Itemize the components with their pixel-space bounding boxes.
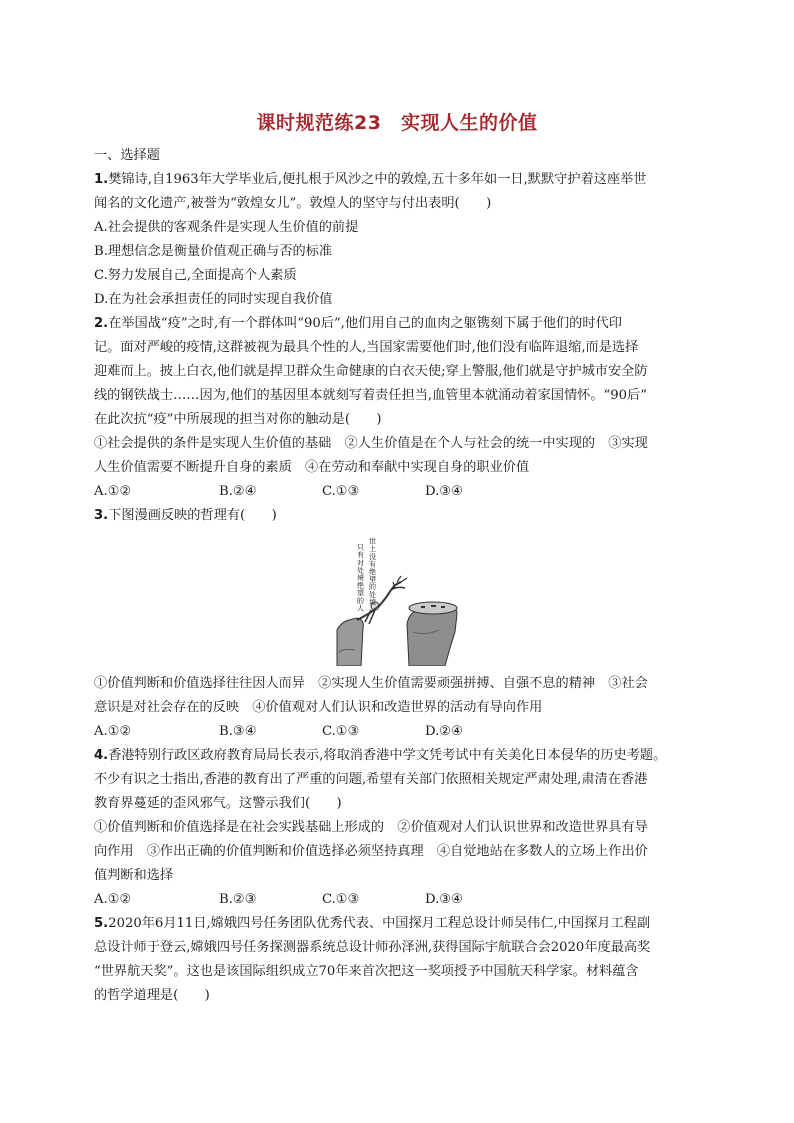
- section-heading: 一、选择题: [94, 148, 160, 163]
- q2-text-2: 记。面对严峻的疫情,这群被视为最具个性的人,当国家需要他们时,他们没有临阵退缩,而是选择: [94, 340, 639, 355]
- cartoon-caption-left: 只有对处境绝望的人: [357, 543, 364, 613]
- q3-stem: 下图漫画反映的哲理有( ): [108, 508, 277, 523]
- q5-text-4: 的哲学道理是( ): [94, 988, 210, 1003]
- q1-text-1: 樊锦诗,自1963年大学毕业后,便扎根于风沙之中的敦煌,五十多年如一日,默默守护着这座举世: [108, 172, 647, 187]
- cartoon-image: [335, 532, 460, 666]
- q4-statements-1: ①价值判断和价值选择是在社会实践基础上形成的 ②价值观对人们认识世界和改造世界具有导: [94, 820, 648, 835]
- q2-text-4: 线的钢铁战士……因为,他们的基因里本就刻写着责任担当,血管里本就涌动着家国情怀。“90后”: [94, 388, 647, 403]
- q3-number: 3.: [94, 508, 109, 523]
- q1-line-1: [94, 171, 646, 189]
- q5-text-3: “世界航天奖”。这也是该国际组织成立70年来首次把这一奖项授予中国航天科学家。材料蕴含: [94, 964, 639, 979]
- q5-text-2: 总设计师于登云,嫦娥四号任务探测器系统总设计师孙泽洲,获得国际宇航联合会2020年度最高奖: [94, 940, 651, 955]
- q4-option-b: B.②③: [219, 892, 257, 907]
- page-title: 课时规范练23 实现人生的价值: [256, 112, 538, 134]
- q5-number: 5.: [94, 916, 109, 931]
- q4-text-2: 不少有识之士指出,香港的教育出了严重的问题,希望有关部门依照相关规定严肃处理,肃清在香港: [94, 772, 648, 787]
- q4-option-d: D.③④: [425, 892, 463, 907]
- q4-option-c: C.①③: [322, 892, 360, 907]
- q4-statements-3: 值判断和选择: [94, 868, 174, 883]
- q2-option-a: A.①②: [94, 484, 132, 499]
- q1-option-d: D.在为社会承担责任的同时实现自我价值: [94, 292, 333, 307]
- q2-statements-1: ①社会提供的条件是实现人生价值的基础 ②人生价值是在个人与社会的统一中实现的 ③实现: [94, 436, 648, 451]
- cartoon-caption-right: 世上没有绝望的处境: [369, 537, 376, 607]
- q1-number: 1.: [94, 172, 109, 187]
- q2-option-d: D.③④: [425, 484, 463, 499]
- q3-statements-1: ①价值判断和价值选择往往因人而异 ②实现人生价值需要顽强拼搏、自强不息的精神 ③社会: [94, 676, 648, 691]
- q1-option-c: C.努力发展自己,全面提高个人素质: [94, 268, 297, 283]
- q3-statements-2: 意识是对社会存在的反映 ④价值观对人们认识和改造世界的活动有导向作用: [94, 700, 543, 715]
- q2-text-3: 迎难而上。披上白衣,他们就是捍卫群众生命健康的白衣天使;穿上警服,他们就是守护城市安全防: [94, 364, 648, 379]
- q5-text-1: 2020年6月11日,嫦娥四号任务团队优秀代表、中国探月工程总设计师吴伟仁,中国探月工程副: [108, 916, 651, 931]
- q5-line-1: [94, 915, 650, 933]
- q1-option-b: B.理想信念是衡量价值观正确与否的标准: [94, 244, 333, 259]
- q4-option-a: A.①②: [94, 892, 132, 907]
- q3-option-a: A.①②: [94, 724, 132, 739]
- q2-statements-2: 人生价值需要不断提升自身的素质 ④在劳动和奉献中实现自身的职业价值: [94, 460, 530, 475]
- q2-number: 2.: [94, 316, 109, 331]
- q3-option-b: B.③④: [219, 724, 257, 739]
- q2-line-1: [94, 315, 622, 333]
- q4-line-1: [94, 747, 666, 765]
- q2-option-c: C.①③: [322, 484, 360, 499]
- q1-option-a: A.社会提供的客观条件是实现人生价值的前提: [94, 220, 359, 235]
- q4-number: 4.: [94, 748, 109, 763]
- q3-line-1: [94, 507, 277, 525]
- q1-text-2: 闻名的文化遗产,被誉为“敦煌女儿”。敦煌人的坚守与付出表明( ): [94, 196, 492, 211]
- q3-option-d: D.②④: [425, 724, 463, 739]
- q4-text-1: 香港特别行政区政府教育局局长表示,将取消香港中学文凭考试中有关美化日本侵华的历史考题。: [108, 748, 667, 763]
- q2-option-b: B.②④: [219, 484, 257, 499]
- q4-statements-2: 向作用 ③作出正确的价值判断和价值选择必须坚持真理 ④自觉地站在多数人的立场上作出价: [94, 844, 648, 859]
- q2-text-1: 在举国战“疫”之时,有一个群体叫“90后”,他们用自己的血肉之躯镌刻下属于他们的时代印: [108, 316, 622, 331]
- q3-option-c: C.①③: [322, 724, 360, 739]
- q4-text-3: 教育界蔓延的歪风邪气。这警示我们( ): [94, 796, 342, 811]
- q2-text-5: 在此次抗“疫”中所展现的担当对你的触动是( ): [94, 412, 382, 427]
